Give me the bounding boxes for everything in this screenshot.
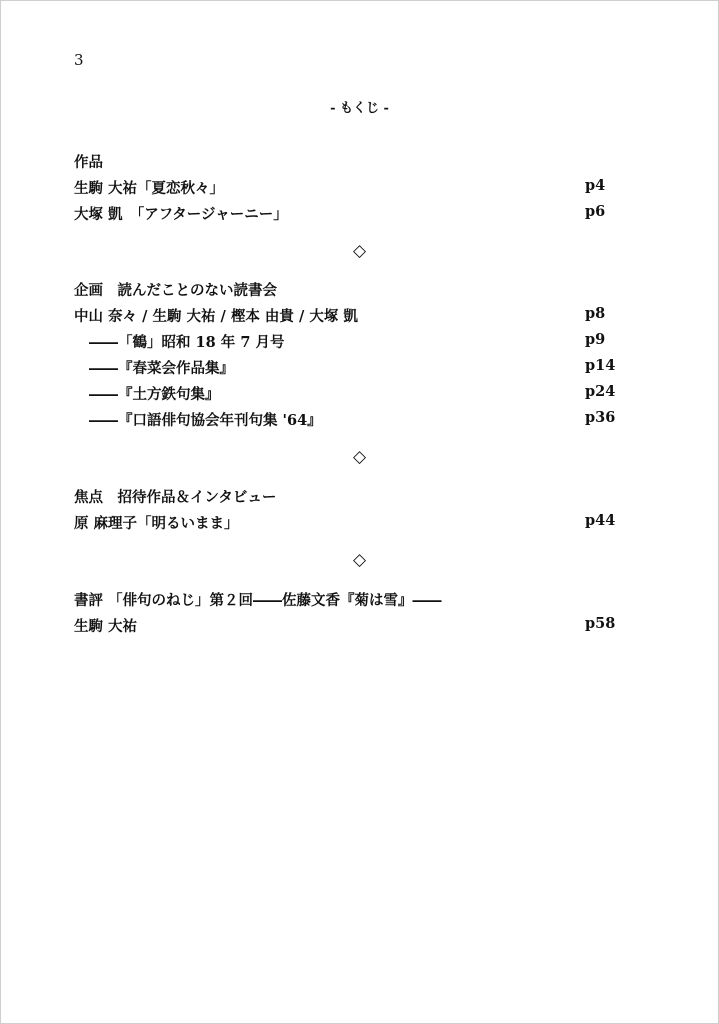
- toc-entry-page: p9: [585, 331, 606, 348]
- project-authors: 中山 奈々 / 生駒 大祐 / 樫本 由貴 / 大塚 凱: [74, 308, 358, 325]
- toc-entry: 生駒 大祐: [74, 618, 138, 635]
- toc-entry: 生駒 大祐「夏恋秋々」: [74, 180, 225, 197]
- toc-entry: ――『春菜会作品集』: [89, 360, 234, 377]
- toc-entry-page: p4: [585, 177, 606, 194]
- section-title-review: 書評 「俳句のねじ」第２回――佐藤文香『菊は雪』――: [74, 592, 442, 609]
- page-number: 3: [74, 51, 84, 69]
- toc-entry-page: p14: [585, 357, 616, 374]
- section-separator: ◇: [352, 447, 367, 467]
- toc-entry: 大塚 凱 「アフタージャーニー」: [74, 206, 288, 223]
- toc-entry-page: p44: [585, 512, 616, 529]
- toc-entry: 原 麻理子「明るいまま」: [74, 515, 239, 532]
- toc-heading: - もくじ -: [330, 101, 389, 116]
- section-title-focus: 焦点 招待作品＆インタビュー: [74, 489, 277, 506]
- toc-entry: ――『土方鉄句集』: [89, 386, 220, 403]
- section-title-works: 作品: [74, 154, 103, 171]
- section-separator: ◇: [352, 550, 367, 570]
- toc-entry-page: p58: [585, 615, 616, 632]
- section-title-project: 企画 読んだことのない読書会: [74, 282, 277, 299]
- toc-entry: ――「鶴」昭和 18 年 7 月号: [89, 334, 285, 351]
- section-separator: ◇: [352, 241, 367, 261]
- toc-entry: ――『口語俳句協会年刊句集 '64』: [89, 412, 322, 429]
- toc-entry-page: p6: [585, 203, 606, 220]
- toc-entry-page: p8: [585, 305, 606, 322]
- toc-entry-page: p36: [585, 409, 616, 426]
- toc-entry-page: p24: [585, 383, 616, 400]
